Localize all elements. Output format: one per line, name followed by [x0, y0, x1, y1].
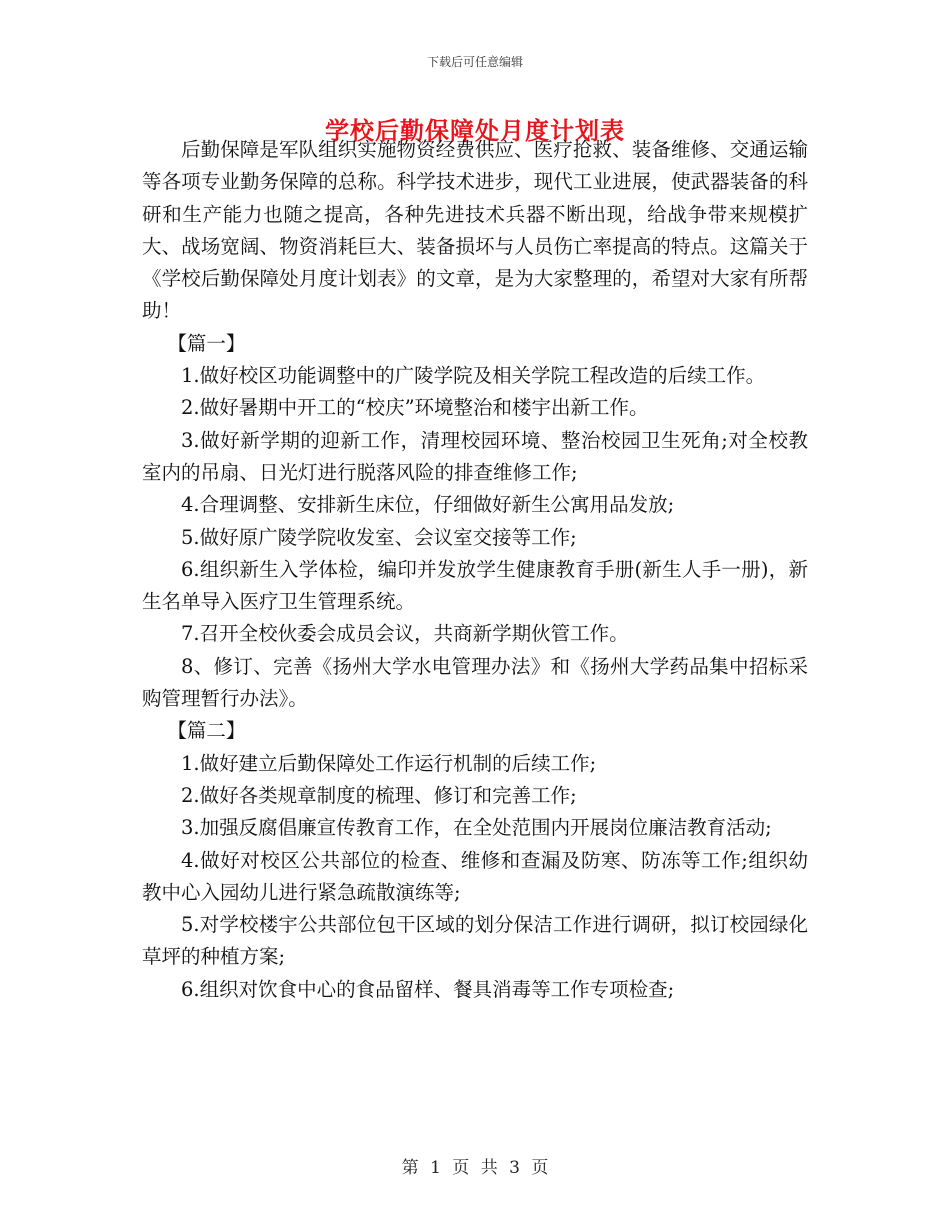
document-body: [142, 134, 808, 1006]
header-note: 下载后可任意编辑: [426, 55, 523, 69]
section-heading-2: 【篇二】: [167, 719, 246, 743]
list-item: 7.召开全校伙委会成员会议，共商新学期伙管工作。: [181, 622, 629, 646]
list-item: 4.做好对校区公共部位的检查、维修和查漏及防寒、防冻等工作;组织幼教中心入园幼儿进行紧急疏散演练等;: [142, 848, 808, 904]
list-item: 2.做好各类规章制度的梳理、修订和完善工作;: [181, 783, 577, 807]
list-item: 6.组织新生入学体检，编印并发放学生健康教育手册(新生人手一册)，新生名单导入医疗卫生管理系统。: [142, 557, 808, 614]
list-item: 2.做好暑期中开工的“校庆”环境整治和楼宇出新工作。: [181, 396, 649, 420]
document-title: 学校后勤保障处月度计划表: [325, 116, 625, 145]
list-item: 1.做好校区功能调整中的广陵学院及相关学院工程改造的后续工作。: [181, 364, 766, 388]
list-item: 6.组织对饮食中心的食品留样、餐具消毒等工作专项检查;: [181, 977, 675, 1001]
intro-paragraph: 后勤保障是军队组织实施物资经费供应、医疗抢救、装备维修、交通运输等各项专业勤务保障的总称。科学技术进步，现代工业进展，使武器装备的科研和生产能力也随之提高，各种先进技术兵器不断出现，给战争带来规模扩大、战场宽阔、物资消耗巨大、装备损坏与人员伤亡率提高的特点。这篇关于《学校后勤保障处月度计划表》的文章，是为大家整理的，希望对大家有所帮助！: [142, 138, 808, 323]
list-item: 5.做好原广陵学院收发室、会议室交接等工作;: [181, 525, 577, 549]
list-item: 8、修订、完善《扬州大学水电管理办法》和《扬州大学药品集中招标采购管理暂行办法》。: [142, 654, 808, 711]
list-item: 1.做好建立后勤保障处工作运行机制的后续工作;: [181, 751, 597, 775]
list-item: 3.加强反腐倡廉宣传教育工作，在全处范围内开展岗位廉洁教育活动;: [181, 816, 772, 840]
list-item: 5.对学校楼宇公共部位包干区域的划分保洁工作进行调研，拟订校园绿化草坪的种植方案;: [142, 913, 808, 969]
list-item: 4.合理调整、安排新生床位，仔细做好新生公寓用品发放;: [181, 493, 675, 517]
section-heading-1: 【篇一】: [167, 331, 246, 355]
list-item: 3.做好新学期的迎新工作，清理校园环境、整治校园卫生死角;对全校教室内的吊扇、日光灯进行脱落风险的排查维修工作;: [142, 428, 808, 484]
page-footer: 第 1 页 共 3 页: [401, 1158, 549, 1178]
